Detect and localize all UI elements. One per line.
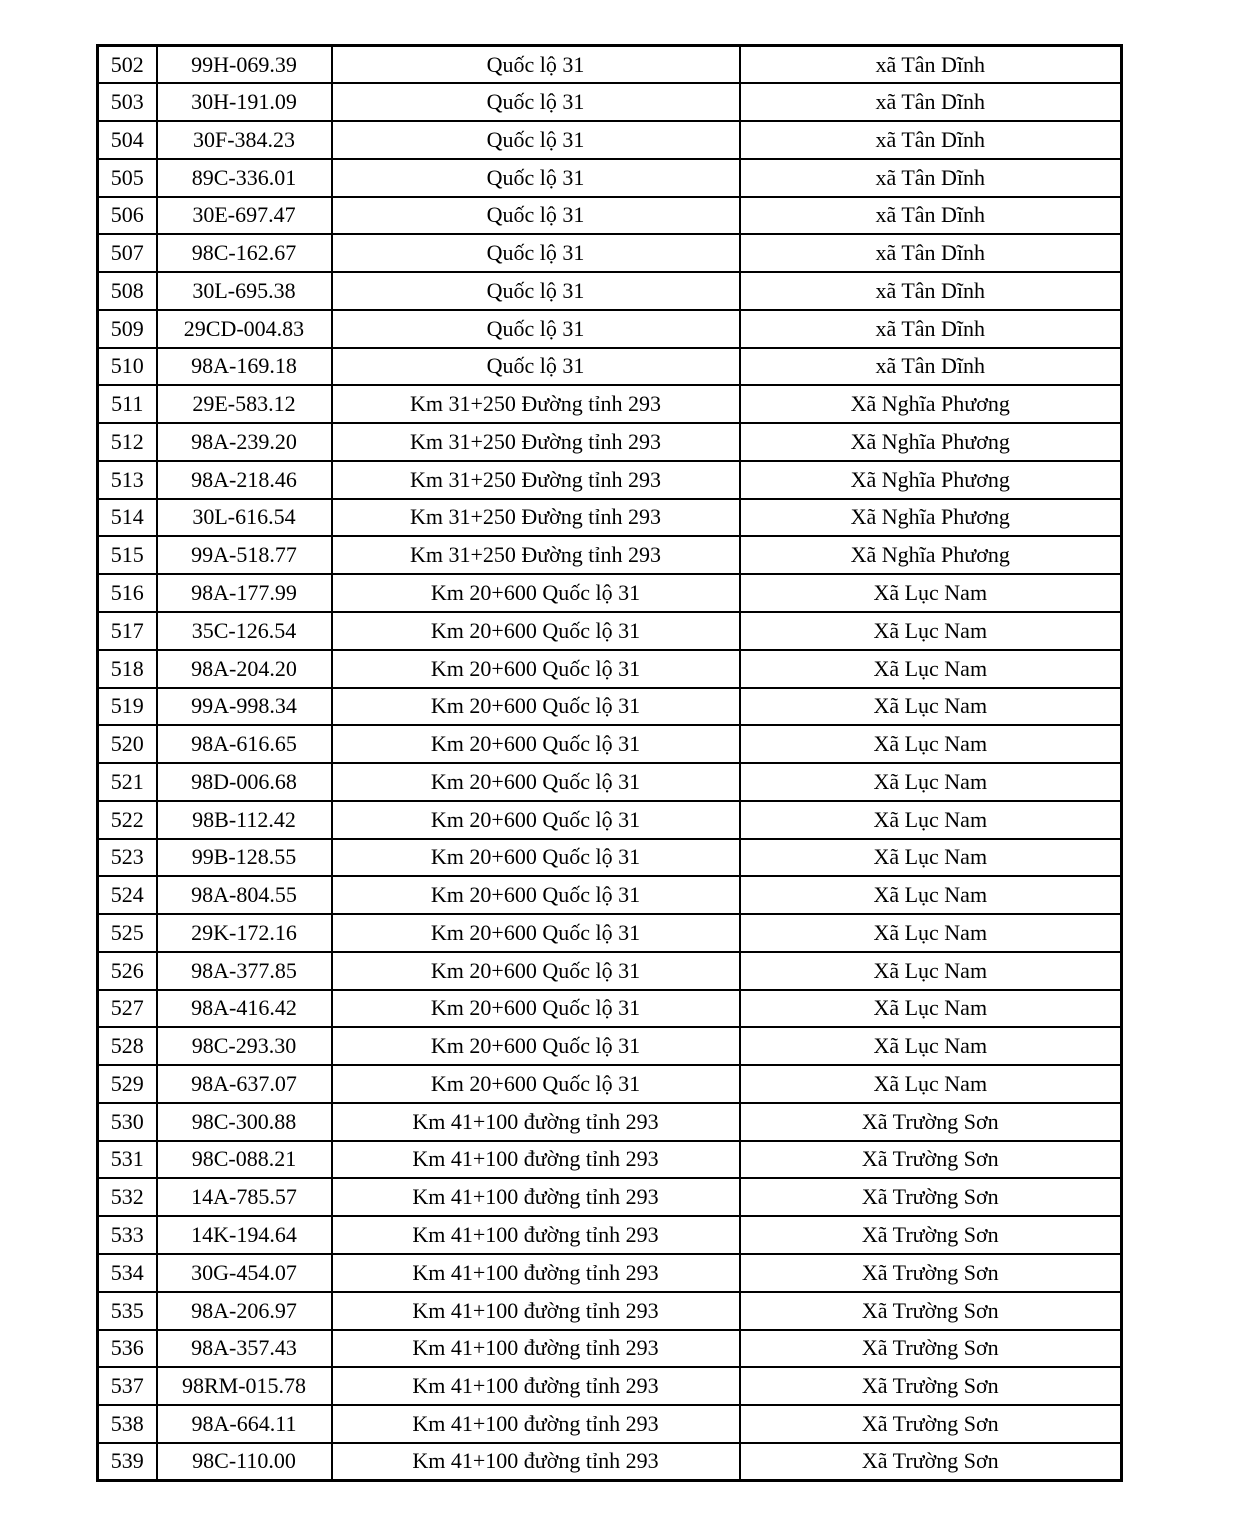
cell-commune: Xã Lục Nam xyxy=(740,574,1122,612)
cell-plate: 98A-357.43 xyxy=(157,1330,332,1368)
cell-plate: 35C-126.54 xyxy=(157,612,332,650)
cell-no: 511 xyxy=(98,385,157,423)
table-row xyxy=(98,310,1122,348)
cell-commune: xã Tân Dĩnh xyxy=(740,234,1122,272)
cell-location: Km 20+600 Quốc lộ 31 xyxy=(332,612,740,650)
cell-location: Km 31+250 Đường tỉnh 293 xyxy=(332,536,740,574)
cell-no: 519 xyxy=(98,688,157,726)
cell-plate: 98A-206.97 xyxy=(157,1292,332,1330)
cell-no: 533 xyxy=(98,1216,157,1254)
cell-no: 529 xyxy=(98,1065,157,1103)
table-row xyxy=(98,1103,1122,1141)
cell-location: Km 20+600 Quốc lộ 31 xyxy=(332,839,740,877)
cell-plate: 98A-416.42 xyxy=(157,990,332,1028)
cell-location: Km 41+100 đường tỉnh 293 xyxy=(332,1103,740,1141)
table-row xyxy=(98,197,1122,235)
cell-plate: 29K-172.16 xyxy=(157,914,332,952)
cell-location: Quốc lộ 31 xyxy=(332,121,740,159)
cell-commune: Xã Lục Nam xyxy=(740,725,1122,763)
cell-no: 526 xyxy=(98,952,157,990)
cell-commune: Xã Lục Nam xyxy=(740,952,1122,990)
cell-no: 537 xyxy=(98,1367,157,1405)
violations-table-body xyxy=(98,46,1122,1481)
cell-plate: 98A-664.11 xyxy=(157,1405,332,1443)
cell-plate: 99H-069.39 xyxy=(157,46,332,84)
cell-location: Quốc lộ 31 xyxy=(332,348,740,386)
cell-commune: Xã Lục Nam xyxy=(740,1065,1122,1103)
cell-no: 516 xyxy=(98,574,157,612)
cell-commune: Xã Lục Nam xyxy=(740,876,1122,914)
cell-location: Km 20+600 Quốc lộ 31 xyxy=(332,876,740,914)
cell-plate: 98A-177.99 xyxy=(157,574,332,612)
cell-location: Km 31+250 Đường tỉnh 293 xyxy=(332,385,740,423)
table-row xyxy=(98,1178,1122,1216)
cell-no: 534 xyxy=(98,1254,157,1292)
cell-no: 538 xyxy=(98,1405,157,1443)
cell-commune: Xã Nghĩa Phương xyxy=(740,385,1122,423)
table-row xyxy=(98,725,1122,763)
cell-commune: Xã Trường Sơn xyxy=(740,1216,1122,1254)
cell-no: 512 xyxy=(98,423,157,461)
table-row xyxy=(98,1254,1122,1292)
cell-no: 524 xyxy=(98,876,157,914)
cell-plate: 14A-785.57 xyxy=(157,1178,332,1216)
cell-plate: 30H-191.09 xyxy=(157,83,332,121)
cell-no: 510 xyxy=(98,348,157,386)
cell-no: 504 xyxy=(98,121,157,159)
cell-plate: 98C-300.88 xyxy=(157,1103,332,1141)
cell-location: Km 41+100 đường tỉnh 293 xyxy=(332,1216,740,1254)
cell-commune: Xã Lục Nam xyxy=(740,990,1122,1028)
cell-location: Km 20+600 Quốc lộ 31 xyxy=(332,574,740,612)
cell-location: Km 41+100 đường tỉnh 293 xyxy=(332,1330,740,1368)
cell-no: 520 xyxy=(98,725,157,763)
table-row xyxy=(98,1367,1122,1405)
table-row xyxy=(98,1027,1122,1065)
cell-commune: Xã Trường Sơn xyxy=(740,1141,1122,1179)
table-row xyxy=(98,159,1122,197)
table-row xyxy=(98,839,1122,877)
table-row xyxy=(98,1443,1122,1481)
cell-location: Quốc lộ 31 xyxy=(332,310,740,348)
cell-commune: Xã Trường Sơn xyxy=(740,1405,1122,1443)
table-row xyxy=(98,1292,1122,1330)
cell-plate: 99B-128.55 xyxy=(157,839,332,877)
cell-plate: 98A-616.65 xyxy=(157,725,332,763)
cell-location: Km 20+600 Quốc lộ 31 xyxy=(332,763,740,801)
cell-location: Quốc lộ 31 xyxy=(332,83,740,121)
cell-location: Km 20+600 Quốc lộ 31 xyxy=(332,801,740,839)
cell-no: 514 xyxy=(98,499,157,537)
cell-commune: Xã Trường Sơn xyxy=(740,1330,1122,1368)
cell-no: 515 xyxy=(98,536,157,574)
cell-location: Quốc lộ 31 xyxy=(332,197,740,235)
cell-no: 532 xyxy=(98,1178,157,1216)
cell-location: Quốc lộ 31 xyxy=(332,46,740,84)
table-row xyxy=(98,121,1122,159)
cell-plate: 30G-454.07 xyxy=(157,1254,332,1292)
cell-commune: Xã Trường Sơn xyxy=(740,1367,1122,1405)
cell-commune: Xã Lục Nam xyxy=(740,839,1122,877)
cell-location: Km 20+600 Quốc lộ 31 xyxy=(332,1065,740,1103)
cell-commune: Xã Lục Nam xyxy=(740,612,1122,650)
table-row xyxy=(98,423,1122,461)
cell-location: Km 31+250 Đường tỉnh 293 xyxy=(332,423,740,461)
cell-commune: xã Tân Dĩnh xyxy=(740,310,1122,348)
cell-plate: 98A-637.07 xyxy=(157,1065,332,1103)
cell-no: 523 xyxy=(98,839,157,877)
cell-location: Quốc lộ 31 xyxy=(332,234,740,272)
cell-commune: Xã Nghĩa Phương xyxy=(740,423,1122,461)
cell-commune: Xã Nghĩa Phương xyxy=(740,536,1122,574)
table-row xyxy=(98,272,1122,310)
cell-location: Km 20+600 Quốc lộ 31 xyxy=(332,1027,740,1065)
cell-plate: 98A-218.46 xyxy=(157,461,332,499)
cell-commune: xã Tân Dĩnh xyxy=(740,348,1122,386)
cell-commune: Xã Nghĩa Phương xyxy=(740,499,1122,537)
cell-location: Km 20+600 Quốc lộ 31 xyxy=(332,990,740,1028)
cell-commune: Xã Nghĩa Phương xyxy=(740,461,1122,499)
cell-no: 522 xyxy=(98,801,157,839)
cell-location: Km 31+250 Đường tỉnh 293 xyxy=(332,461,740,499)
cell-plate: 98B-112.42 xyxy=(157,801,332,839)
table-row xyxy=(98,612,1122,650)
table-row xyxy=(98,83,1122,121)
cell-no: 508 xyxy=(98,272,157,310)
table-row xyxy=(98,650,1122,688)
cell-location: Km 20+600 Quốc lộ 31 xyxy=(332,952,740,990)
cell-plate: 98C-162.67 xyxy=(157,234,332,272)
table-row xyxy=(98,1330,1122,1368)
cell-commune: Xã Trường Sơn xyxy=(740,1103,1122,1141)
table-row xyxy=(98,914,1122,952)
cell-no: 530 xyxy=(98,1103,157,1141)
cell-plate: 99A-518.77 xyxy=(157,536,332,574)
cell-plate: 98RM-015.78 xyxy=(157,1367,332,1405)
table-row xyxy=(98,688,1122,726)
cell-no: 502 xyxy=(98,46,157,84)
cell-plate: 30L-695.38 xyxy=(157,272,332,310)
cell-location: Km 41+100 đường tỉnh 293 xyxy=(332,1367,740,1405)
cell-plate: 98A-804.55 xyxy=(157,876,332,914)
cell-commune: xã Tân Dĩnh xyxy=(740,121,1122,159)
cell-no: 506 xyxy=(98,197,157,235)
cell-no: 505 xyxy=(98,159,157,197)
cell-plate: 14K-194.64 xyxy=(157,1216,332,1254)
table-row xyxy=(98,1065,1122,1103)
cell-commune: xã Tân Dĩnh xyxy=(740,197,1122,235)
cell-location: Quốc lộ 31 xyxy=(332,159,740,197)
cell-plate: 98C-293.30 xyxy=(157,1027,332,1065)
cell-location: Km 20+600 Quốc lộ 31 xyxy=(332,650,740,688)
cell-plate: 98C-110.00 xyxy=(157,1443,332,1481)
table-row xyxy=(98,801,1122,839)
table-row xyxy=(98,1141,1122,1179)
cell-commune: Xã Trường Sơn xyxy=(740,1254,1122,1292)
cell-location: Km 41+100 đường tỉnh 293 xyxy=(332,1254,740,1292)
table-row xyxy=(98,499,1122,537)
cell-no: 527 xyxy=(98,990,157,1028)
table-row xyxy=(98,461,1122,499)
cell-no: 517 xyxy=(98,612,157,650)
cell-no: 507 xyxy=(98,234,157,272)
cell-location: Km 20+600 Quốc lộ 31 xyxy=(332,914,740,952)
cell-commune: xã Tân Dĩnh xyxy=(740,159,1122,197)
cell-no: 525 xyxy=(98,914,157,952)
table-row xyxy=(98,952,1122,990)
cell-plate: 98A-239.20 xyxy=(157,423,332,461)
cell-no: 539 xyxy=(98,1443,157,1481)
table-row xyxy=(98,385,1122,423)
cell-commune: Xã Lục Nam xyxy=(740,1027,1122,1065)
cell-location: Km 41+100 đường tỉnh 293 xyxy=(332,1443,740,1481)
cell-plate: 30E-697.47 xyxy=(157,197,332,235)
cell-location: Km 41+100 đường tỉnh 293 xyxy=(332,1292,740,1330)
cell-plate: 98D-006.68 xyxy=(157,763,332,801)
cell-no: 509 xyxy=(98,310,157,348)
cell-plate: 29E-583.12 xyxy=(157,385,332,423)
cell-no: 513 xyxy=(98,461,157,499)
cell-location: Km 20+600 Quốc lộ 31 xyxy=(332,688,740,726)
cell-commune: Xã Lục Nam xyxy=(740,763,1122,801)
table-row xyxy=(98,1405,1122,1443)
cell-plate: 30L-616.54 xyxy=(157,499,332,537)
cell-commune: Xã Lục Nam xyxy=(740,914,1122,952)
cell-commune: Xã Lục Nam xyxy=(740,801,1122,839)
cell-commune: Xã Trường Sơn xyxy=(740,1292,1122,1330)
cell-commune: Xã Trường Sơn xyxy=(740,1178,1122,1216)
table-row xyxy=(98,348,1122,386)
table-row xyxy=(98,574,1122,612)
cell-no: 531 xyxy=(98,1141,157,1179)
cell-commune: xã Tân Dĩnh xyxy=(740,46,1122,84)
cell-no: 528 xyxy=(98,1027,157,1065)
cell-commune: Xã Lục Nam xyxy=(740,688,1122,726)
table-row xyxy=(98,234,1122,272)
table-row xyxy=(98,536,1122,574)
cell-plate: 89C-336.01 xyxy=(157,159,332,197)
table-row xyxy=(98,1216,1122,1254)
cell-no: 521 xyxy=(98,763,157,801)
cell-location: Km 41+100 đường tỉnh 293 xyxy=(332,1141,740,1179)
cell-location: Quốc lộ 31 xyxy=(332,272,740,310)
cell-location: Km 31+250 Đường tỉnh 293 xyxy=(332,499,740,537)
table-row xyxy=(98,990,1122,1028)
violations-table xyxy=(96,44,1123,1482)
cell-no: 535 xyxy=(98,1292,157,1330)
table-row xyxy=(98,763,1122,801)
table-row xyxy=(98,876,1122,914)
cell-commune: Xã Trường Sơn xyxy=(740,1443,1122,1481)
cell-plate: 30F-384.23 xyxy=(157,121,332,159)
table-row xyxy=(98,46,1122,84)
cell-plate: 98A-204.20 xyxy=(157,650,332,688)
cell-plate: 98A-377.85 xyxy=(157,952,332,990)
cell-plate: 99A-998.34 xyxy=(157,688,332,726)
cell-plate: 98C-088.21 xyxy=(157,1141,332,1179)
cell-commune: xã Tân Dĩnh xyxy=(740,272,1122,310)
cell-location: Km 41+100 đường tỉnh 293 xyxy=(332,1405,740,1443)
cell-commune: Xã Lục Nam xyxy=(740,650,1122,688)
cell-no: 536 xyxy=(98,1330,157,1368)
cell-plate: 98A-169.18 xyxy=(157,348,332,386)
cell-plate: 29CD-004.83 xyxy=(157,310,332,348)
cell-no: 518 xyxy=(98,650,157,688)
cell-location: Km 20+600 Quốc lộ 31 xyxy=(332,725,740,763)
cell-no: 503 xyxy=(98,83,157,121)
cell-location: Km 41+100 đường tỉnh 293 xyxy=(332,1178,740,1216)
cell-commune: xã Tân Dĩnh xyxy=(740,83,1122,121)
